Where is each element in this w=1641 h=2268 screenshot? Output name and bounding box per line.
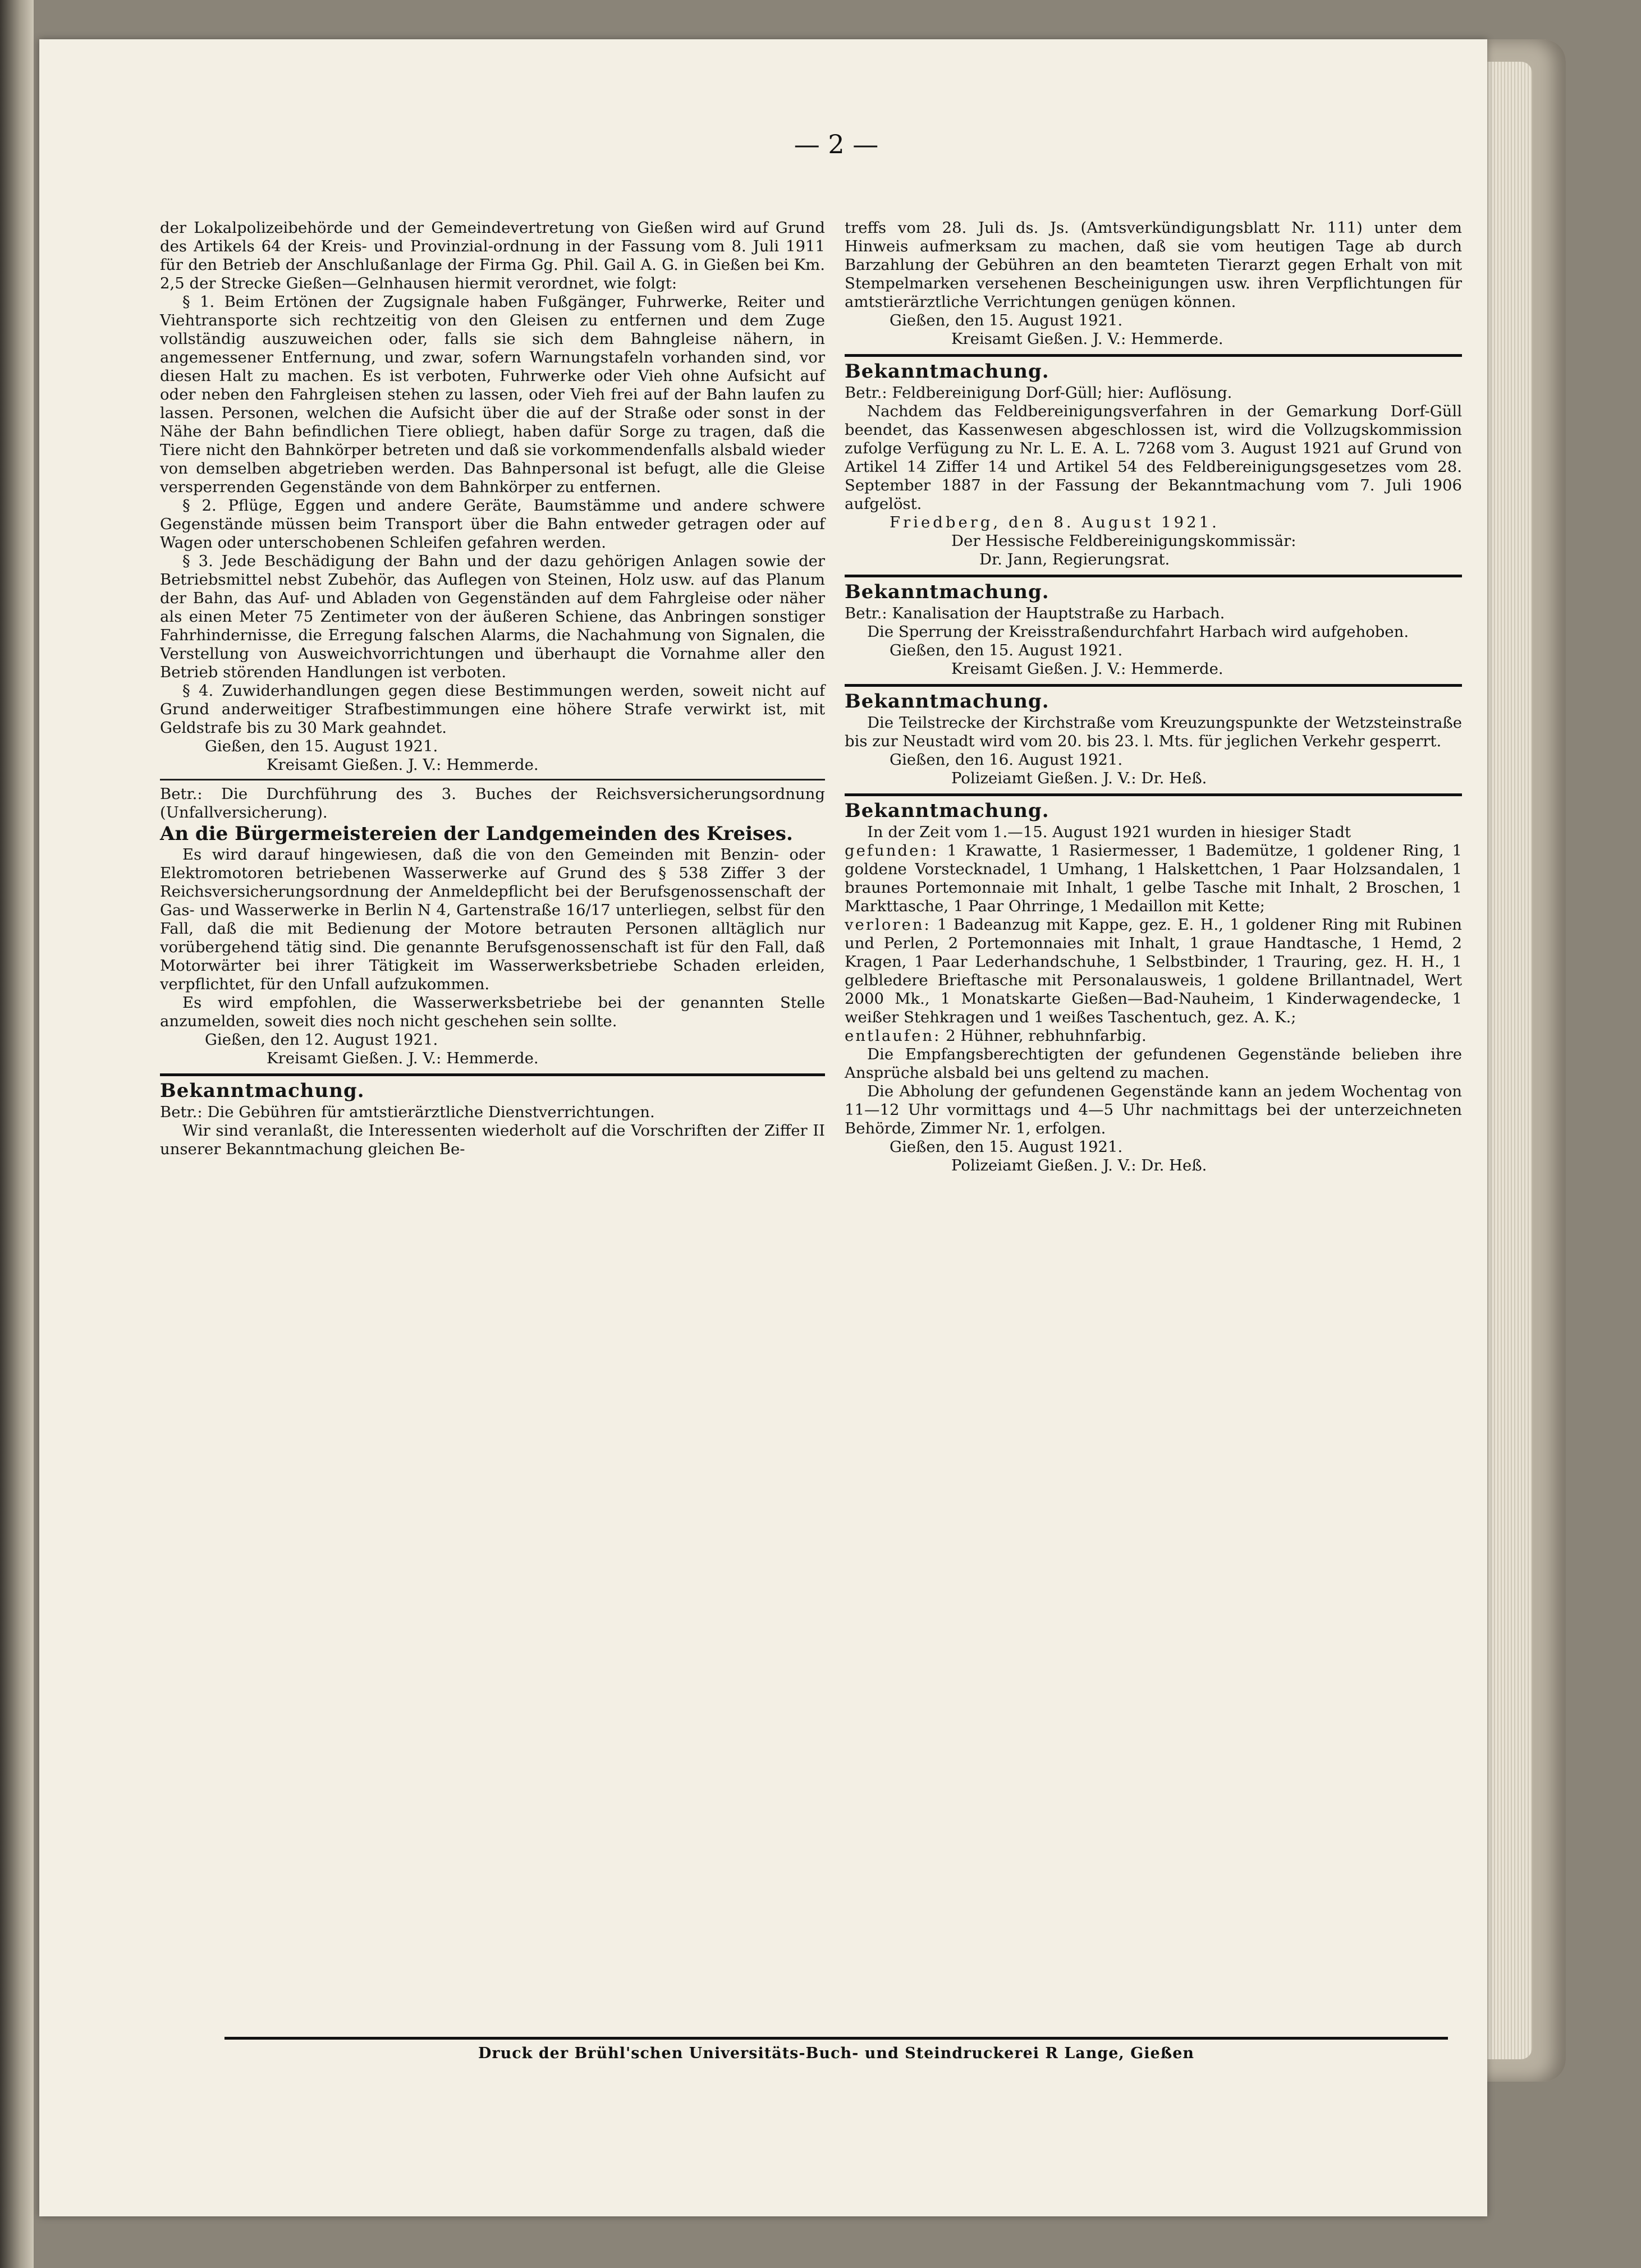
announcement-paragraph: Die Teilstrecke der Kirchstraße vom Kreuzungspunkte der Wetzsteinstraße bis zur Neustadt wird vom 20. bis 23. l. Mts. für jeglichen Verkehr gesperrt. bbox=[845, 714, 1462, 750]
signature-line: Polizeiamt Gießen. J. V.: Dr. Heß. bbox=[951, 769, 1207, 787]
continued-paragraph: treffs vom 28. Juli ds. Js. (Amtsverkündigungsblatt Nr. 111) unter dem Hinweis aufmerksam zu machen, daß sie vom heutigen Tage ab durch Barzahlung der Gebühren an den beamteten Tierarzt gegen Erhalt von mit Stempelmarken versehenen Bescheinigungen usw. ihren Verpflichtungen für amtstierärztliche Verrichtungen genügen können. bbox=[845, 219, 1462, 311]
signature-line: Polizeiamt Gießen. J. V.: Dr. Heß. bbox=[951, 1156, 1207, 1174]
page-number: — 2 — bbox=[794, 129, 879, 159]
divider bbox=[160, 779, 825, 781]
subject-line: Betr.: Kanalisation der Hauptstraße zu Harbach. bbox=[845, 604, 1225, 622]
announcement-heading: Bekanntmachung. bbox=[845, 360, 1049, 383]
announcement-paragraph: In der Zeit vom 1.—15. August 1921 wurden in hiesiger Stadt bbox=[867, 823, 1351, 841]
signature-line: Kreisamt Gießen. J. V.: Hemmerde. bbox=[267, 756, 539, 774]
signature-line: Der Hessische Feldbereinigungskommissär: bbox=[951, 532, 1296, 550]
runaway-items bbox=[845, 1027, 1462, 1045]
announcement-paragraph: Es wird darauf hingewiesen, daß die von den Gemeinden mit Benzin- oder Elektromotoren betriebenen Wasserwerke auf Grund des § 538 Ziffer 3 der Reichsversicherungsordnung der Anmeldepflicht bei der Berufsgenossenschaft der Gas- und Wasserwerke in Berlin N 4, Gartenstraße 16/17 unterliegen, selbst für den Fall, daß die mit Bedienung der Motore betrauten Personen alltäglich nur vorübergehend tätig sind. Die genannte Berufsgenossenschaft ist für den Fall, daß Motorwärter bei ihrer Tätigkeit im Wasserwerksbetriebe Schaden erleiden, verpflichtet, für den Unfall aufzukommen. bbox=[160, 846, 825, 993]
runaway-list: 2 Hühner, rebhuhnfarbig. bbox=[946, 1027, 1147, 1045]
announcement-paragraph: Die Sperrung der Kreisstraßendurchfahrt Harbach wird aufgehoben. bbox=[867, 623, 1409, 641]
announcement-heading: Bekanntmachung. bbox=[845, 581, 1049, 603]
found-list: 1 Krawatte, 1 Rasiermesser, 1 Bademütze, 1 goldener Ring, 1 goldene Vorstecknadel, 1 Umhang, 1 Halskettchen, 1 Paar Holzsandalen, 1 braunes Portemonnaie mit Inhalt, 1 gelbe Tasche mit Inhalt, 2 Broschen, 1 Markttasche, 1 Paar Ohrringe, 1 Medaillon mit Kette; bbox=[845, 842, 1462, 915]
right-column bbox=[845, 219, 1462, 1175]
date-line: Gießen, den 16. August 1921. bbox=[890, 751, 1123, 769]
announcement-heading: Bekanntmachung. bbox=[845, 800, 1049, 822]
section-4: § 4. Zuwiderhandlungen gegen diese Bestimmungen werden, soweit nicht auf Grund anderweitiger Strafbestimmungen eine höhere Strafe verwirkt ist, mit Geldstrafe bis zu 30 Mark geahndet. bbox=[160, 682, 825, 737]
signature-line: Kreisamt Gießen. J. V.: Hemmerde. bbox=[267, 1049, 539, 1067]
date-line: Gießen, den 15. August 1921. bbox=[890, 1138, 1123, 1156]
announcement-paragraph: Wir sind veranlaßt, die Interessenten wiederholt auf die Vorschriften der Ziffer II unserer Bekanntmachung gleichen Be- bbox=[160, 1122, 825, 1158]
left-column bbox=[160, 219, 825, 1159]
intro-paragraph: der Lokalpolizeibehörde und der Gemeindevertretung von Gießen wird auf Grund des Artikels 64 der Kreis- und Provinzial-ordnung in der Fassung vom 8. Juli 1911 für den Betrieb der Anschlußanlage der Firma Gg. Phil. Gail A. G. in Gießen bei Km. 2,5 der Strecke Gießen—Gelnhausen hiermit verordnet, wie folgt: bbox=[160, 219, 825, 292]
document-page bbox=[39, 39, 1487, 2216]
divider bbox=[845, 354, 1462, 357]
left-page-edge bbox=[0, 0, 34, 2268]
footer-rule bbox=[224, 2037, 1448, 2040]
section-2: § 2. Pflüge, Eggen und andere Geräte, Baumstämme und andere schwere Gegenstände müssen beim Transport über die Bahn entweder getragen oder auf Wagen oder unterschobenen Schleifen gefahren werden. bbox=[160, 497, 825, 552]
found-items bbox=[845, 842, 1462, 916]
lost-list: 1 Badeanzug mit Kappe, gez. E. H., 1 goldener Ring mit Rubinen und Perlen, 2 Portemonnaies mit Inhalt, 1 graue Handtasche, 1 Hemd, 2 Kragen, 1 Paar Lederhandschuhe, 1 Selbstbinder, 1 Trauring, gez. H. H., 1 gelbledere Brieftasche mit Personalausweis, 1 goldene Brillantnadel, Wert 2000 Mk., 1 Monatskarte Gießen—Bad-Nauheim, 1 Kinderwagendecke, 1 weißer Stehkragen und 1 weißes Taschentuch, gez. A. K.; bbox=[845, 916, 1463, 1026]
divider bbox=[845, 575, 1462, 577]
announcement-paragraph: Die Abholung der gefundenen Gegenstände kann an jedem Wochentag von 11—12 Uhr vormittags und 4—5 Uhr nachmittags bei der unterzeichneten Behörde, Zimmer Nr. 1, erfolgen. bbox=[845, 1082, 1462, 1137]
runaway-label: entlaufen: bbox=[845, 1027, 941, 1045]
subject-line: Betr.: Die Gebühren für amtstierärztliche Dienstverrichtungen. bbox=[160, 1103, 655, 1121]
date-line: Gießen, den 15. August 1921. bbox=[205, 737, 438, 755]
section-1: § 1. Beim Ertönen der Zugsignale haben Fußgänger, Fuhrwerke, Reiter und Viehtransporte sich rechtzeitig von den Gleisen zu entfernen und dem Zuge vollständig auszuweichen oder, falls sie sich dem Bahngleise nähern, in angemessener Entfernung, und zwar, sofern Warnungstafeln vorhanden sind, vor diesen Halt zu machen. Es ist verboten, Fuhrwerke oder Vieh ohne Aufsicht auf oder neben den Fahrgleisen stehen zu lassen, oder Vieh frei auf der Bahn laufen zu lassen. Personen, welchen die Aufsicht über die auf der Straße oder sonst in der Nähe der Bahn befindlichen Tiere obliegt, haben dafür Sorge zu tragen, daß die Tiere nicht den Bahnkörper betreten und daß sie vorkommendenfalls alsbald wieder von demselben abgetrieben werden. Das Bahnpersonal ist befugt, alle die Gleise versperrenden Gegenstände von dem Bahnkörper zu entfernen. bbox=[160, 293, 825, 496]
signature-line: Kreisamt Gießen. J. V.: Hemmerde. bbox=[951, 330, 1223, 348]
date-line: Gießen, den 15. August 1921. bbox=[890, 641, 1123, 659]
subject-line: Betr.: Feldbereinigung Dorf-Güll; hier: Auflösung. bbox=[845, 384, 1232, 402]
announcement-paragraph: Nachdem das Feldbereinigungsverfahren in der Gemarkung Dorf-Güll beendet, das Kassenwesen abgeschlossen ist, wird die Vollzugskommission zufolge Verfügung zu Nr. L. E. A. L. 7268 vom 3. August 1921 auf Grund von Artikel 14 Ziffer 14 und Artikel 54 des Feldbereinigungsgesetzes vom 28. September 1887 in der Fassung der Bekanntmachung vom 7. Juli 1906 aufgelöst. bbox=[845, 402, 1462, 513]
section-3: § 3. Jede Beschädigung der Bahn und der dazu gehörigen Anlagen sowie der Betriebsmittel nebst Zubehör, das Auflegen von Steinen, Holz usw. auf das Planum der Bahn, das Auf- und Abladen von Gegenständen auf dem Fahrgleise oder näher als einen Meter 75 Zentimeter von der äußeren Schiene, das Anbringen sonstiger Fahrhindernisse, die Erregung falschen Alarms, die Nachahmung von Signalen, die Verstellung von Ausweichvorrichtungen und überhaupt die Vornahme aller den Betrieb störenden Handlungen ist verboten. bbox=[160, 552, 825, 681]
lost-label: verloren: bbox=[845, 916, 931, 934]
announcement-paragraph: Die Empfangsberechtigten der gefundenen Gegenstände belieben ihre Ansprüche alsbald bei uns geltend zu machen. bbox=[845, 1045, 1462, 1082]
found-label: gefunden: bbox=[845, 842, 939, 860]
date-line: Gießen, den 12. August 1921. bbox=[205, 1031, 438, 1049]
announcement-heading: Bekanntmachung. bbox=[160, 1080, 365, 1102]
announcement-heading: An die Bürgermeistereien der Landgemeinden des Kreises. bbox=[160, 823, 793, 845]
date-line: Gießen, den 15. August 1921. bbox=[890, 311, 1123, 329]
divider bbox=[845, 684, 1462, 687]
divider bbox=[160, 1073, 825, 1076]
lost-items bbox=[845, 916, 1462, 1027]
divider bbox=[845, 793, 1462, 796]
announcement-paragraph: Es wird empfohlen, die Wasserwerksbetriebe bei der genannten Stelle anzumelden, soweit dies noch nicht geschehen sein sollte. bbox=[160, 994, 825, 1030]
printer-imprint: Druck der Brühl'schen Universitäts-Buch- und Steindruckerei R Lange, Gießen bbox=[478, 2045, 1195, 2062]
announcement-heading: Bekanntmachung. bbox=[845, 690, 1049, 713]
signature-line: Kreisamt Gießen. J. V.: Hemmerde. bbox=[951, 660, 1223, 678]
signature-line: Dr. Jann, Regierungsrat. bbox=[979, 550, 1170, 568]
date-line: Friedberg, den 8. August 1921. bbox=[890, 513, 1220, 531]
subject-line: Betr.: Die Durchführung des 3. Buches der Reichsversicherungsordnung (Unfallversicherung). bbox=[160, 785, 825, 821]
